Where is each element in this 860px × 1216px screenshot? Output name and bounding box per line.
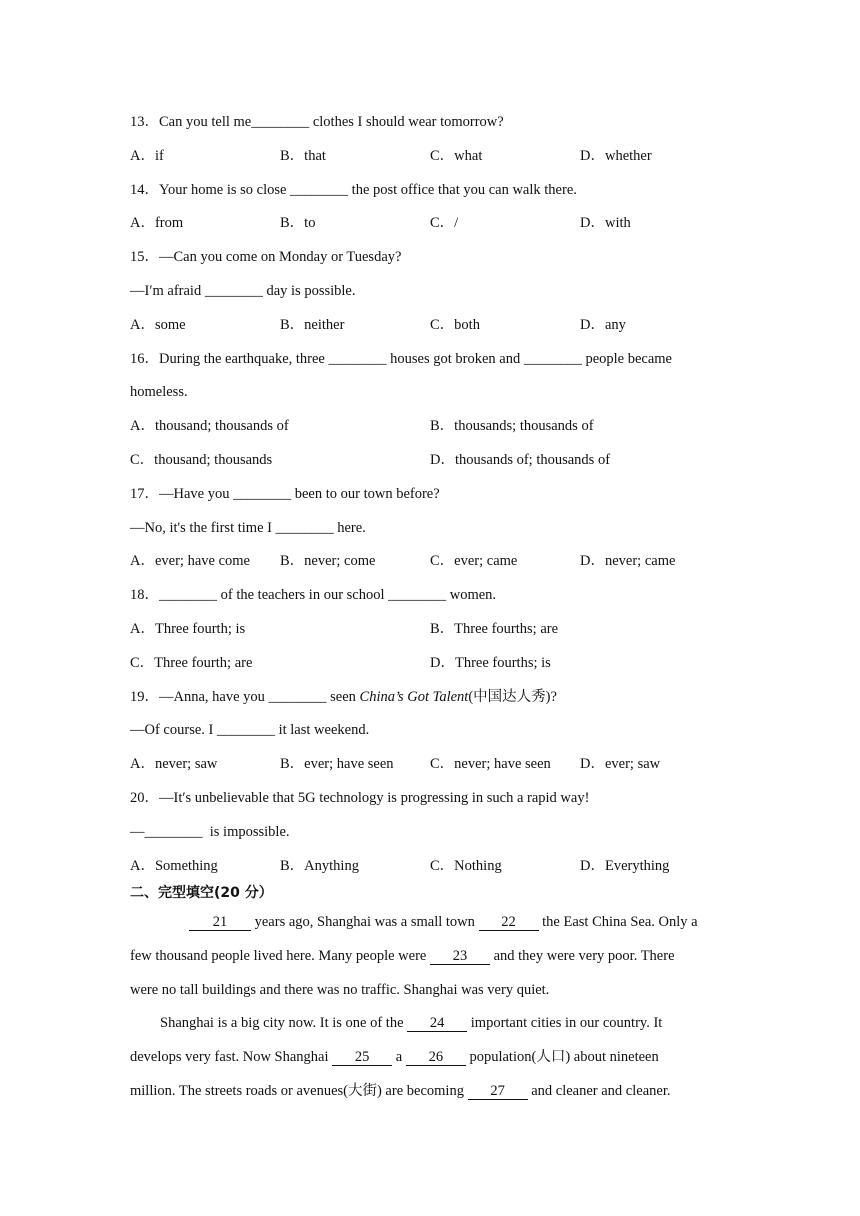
question-16-line1: 16．During the earthquake, three ________ houses got broken and ________ people became xyxy=(130,351,672,367)
cloze-p2-l2-text-c: population(人口) about nineteen xyxy=(465,1049,659,1065)
cloze-p1-l2-text-b: and they were very poor. There xyxy=(489,948,675,964)
question-16-line2: homeless. xyxy=(130,384,188,400)
cloze-blank-25: 25 xyxy=(332,1049,392,1066)
cloze-p2-line3 xyxy=(130,1081,670,1101)
q18-option-a: A．Three fourth; is xyxy=(130,621,246,637)
q15-option-b: B．neither xyxy=(280,317,345,333)
q17-option-d: D．never; came xyxy=(580,553,676,569)
q19-option-b: B．ever; have seen xyxy=(280,756,394,772)
q16-option-d: D．thousands of; thousands of xyxy=(430,452,611,468)
question-18-stem: 18．________ of the teachers in our school ________ women. xyxy=(130,587,497,603)
question-14-stem: 14．Your home is so close ________ the post office that you can walk there. xyxy=(130,182,577,198)
q13-option-a: A．if xyxy=(130,148,164,164)
q13-option-d: D．whether xyxy=(580,148,652,164)
q19-line1-text: 19．—Anna, have you ________ seen xyxy=(130,689,360,705)
cloze-p2-l3-text-b: and cleaner and cleaner. xyxy=(527,1083,671,1099)
q16-option-b: B．thousands; thousands of xyxy=(430,418,594,434)
cloze-blank-23: 23 xyxy=(430,948,490,965)
cloze-p2-line2 xyxy=(130,1047,659,1067)
question-19-line2: —Of course. I ________ it last weekend. xyxy=(130,722,370,738)
q15-option-c: C．both xyxy=(430,317,480,333)
q20-dash: — xyxy=(130,824,145,840)
cloze-p1-l1-text-a: years ago, Shanghai was a small town xyxy=(251,914,479,930)
cloze-blank-26: 26 xyxy=(406,1049,466,1066)
q19-option-a: A．never; saw xyxy=(130,756,218,772)
q13-option-b: B．that xyxy=(280,148,326,164)
question-17-line1: 17．—Have you ________ been to our town before? xyxy=(130,486,440,502)
q14-option-b: B．to xyxy=(280,215,316,231)
q19-show-title: China’s Got Talent xyxy=(359,689,469,705)
q18-option-b: B．Three fourths; are xyxy=(430,621,559,637)
q19-line1-suffix: (中国达人秀)? xyxy=(468,689,557,705)
cloze-p1-line3: were no tall buildings and there was no traffic. Shanghai was very quiet. xyxy=(130,982,550,998)
q17-option-b: B．never; come xyxy=(280,553,376,569)
q20-option-d: D．Everything xyxy=(580,858,670,874)
q17-option-a: A．ever; have come xyxy=(130,553,250,569)
cloze-p2-l3-text-a: million. The streets roads or avenues(大街) are becoming xyxy=(130,1083,468,1099)
cloze-p2-line1 xyxy=(160,1013,662,1033)
cloze-p1-line1 xyxy=(189,912,698,932)
cloze-p1-line2 xyxy=(130,946,675,966)
question-17-line2: —No, it's the first time I ________ here. xyxy=(130,520,366,536)
cloze-p1-l2-text-a: few thousand people lived here. Many people were xyxy=(130,948,430,964)
question-15-line1: 15．—Can you come on Monday or Tuesday? xyxy=(130,249,402,265)
question-13-stem: 13．Can you tell me________ clothes I should wear tomorrow? xyxy=(130,114,504,130)
q14-option-c: C．/ xyxy=(430,215,459,231)
cloze-p2-l1-text-b: important cities in our country. It xyxy=(467,1015,663,1031)
cloze-p2-l1-text-a: Shanghai is a big city now. It is one of the xyxy=(160,1015,408,1031)
question-20-line2 xyxy=(130,822,290,842)
q19-option-d: D．ever; saw xyxy=(580,756,661,772)
cloze-p2-l2-text-a: develops very fast. Now Shanghai xyxy=(130,1049,333,1065)
cloze-blank-21: 21 xyxy=(189,914,251,931)
q14-option-d: D．with xyxy=(580,215,631,231)
q18-option-d: D．Three fourths; is xyxy=(430,655,551,671)
q20-option-a: A．Something xyxy=(130,858,218,874)
q16-option-a: A．thousand; thousands of xyxy=(130,418,289,434)
q15-option-a: A．some xyxy=(130,317,186,333)
q16-option-c: C．thousand; thousands xyxy=(130,452,273,468)
q19-option-c: C．never; have seen xyxy=(430,756,551,772)
q15-option-d: D．any xyxy=(580,317,626,333)
q20-line2-text: is impossible. xyxy=(202,824,290,840)
question-15-line2: —I′m afraid ________ day is possible. xyxy=(130,283,356,299)
q13-option-c: C．what xyxy=(430,148,483,164)
q20-option-c: C．Nothing xyxy=(430,858,502,874)
cloze-blank-22: 22 xyxy=(479,914,539,931)
section-2-heading: 二、完型填空(20 分） xyxy=(130,885,273,901)
question-19-line1 xyxy=(130,687,557,707)
q18-option-c: C．Three fourth; are xyxy=(130,655,253,671)
cloze-p2-l2-text-b: a xyxy=(392,1049,406,1065)
q20-blank: ________ xyxy=(144,824,203,840)
cloze-blank-27: 27 xyxy=(468,1083,528,1100)
question-20-line1: 20．—It′s unbelievable that 5G technology is progressing in such a rapid way! xyxy=(130,790,590,806)
cloze-blank-24: 24 xyxy=(407,1015,467,1032)
cloze-p1-l1-text-b: the East China Sea. Only a xyxy=(538,914,698,930)
q17-option-c: C．ever; came xyxy=(430,553,518,569)
q14-option-a: A．from xyxy=(130,215,184,231)
q20-option-b: B．Anything xyxy=(280,858,359,874)
